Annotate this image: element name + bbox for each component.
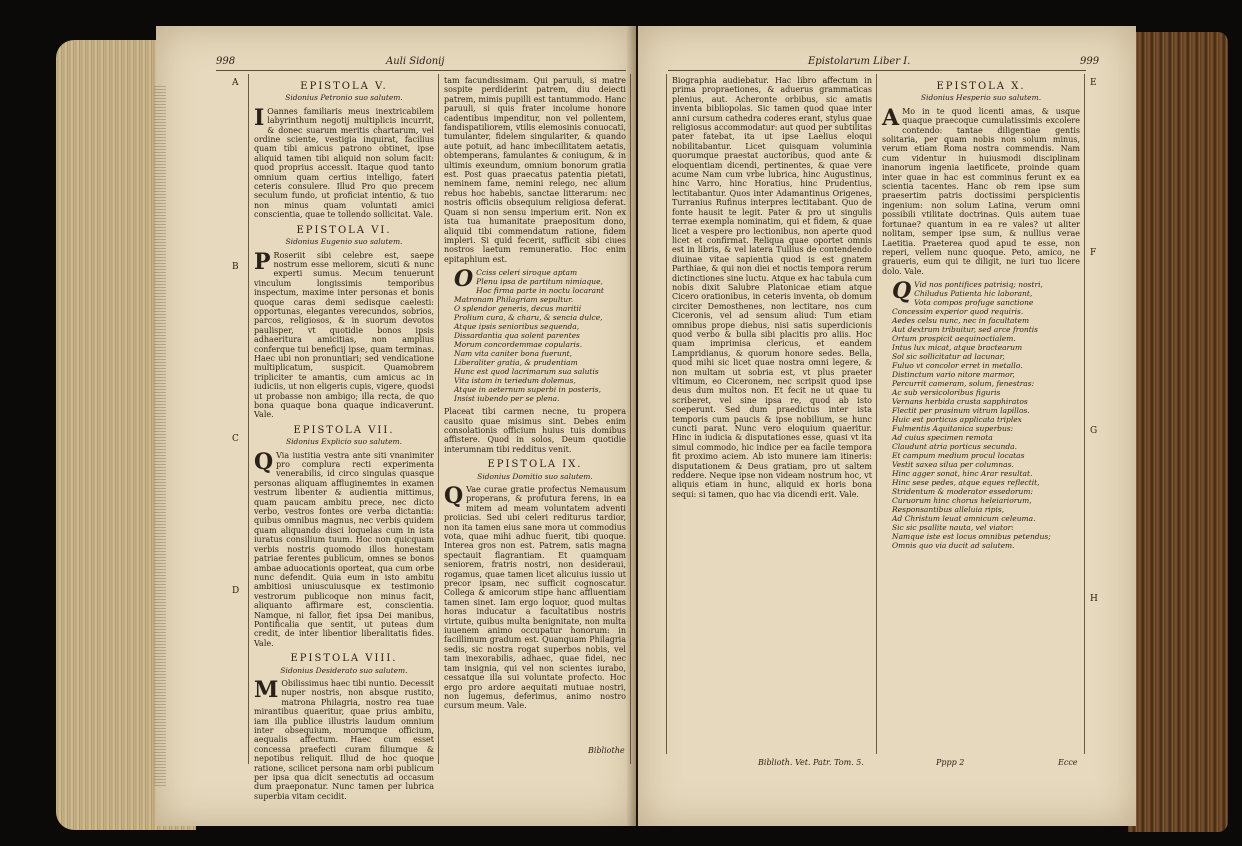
verse-line: Atque ipsis senioribus sequenda, [454, 322, 580, 332]
verse-line: Matronam Philagriam sepultur. [454, 295, 574, 305]
epistola-x-salutation: Sidonius Hesperio suo salutem. [920, 93, 1042, 103]
verse-line: Huic est porticus applicata triplex [892, 415, 1022, 425]
epistola-x-text: Mo in te quod licenti amas, & usque quaque praecoque cumulatissimis excolere contendo: tantae diligentiae gentis solitaria, per quam nobis non solum minus, verum etiam Roma nostra commendis. Nam cum videntur in huiusmodi disciplinam inanorum ingenia laetificete, proinde quam inter quae in hac est comminus ferunt ex ea scientia tacentes. Hanc ob rem ipse sum praesertim patris doctissimi perspicientis ingenium: non solum Latina, verum omni possibili vtilitate doctrinas. Quis autem tuae fortunae? quantum in ea re vales? ut aliter nolitam, semper ipse sum, & nullius verae Laetitia. Praeterea quod apud te esse, non reperi, vellem nunc quoque. Peto, amico, ne graueris, eum qui te diligit, ne iuri tuo licere dolo. Vale. [882, 106, 1080, 276]
right-page-number: 999 [1080, 56, 1100, 67]
epistola-x-title: EPISTOLA X. [936, 81, 1026, 92]
verse-line: Dissardantia qua solent parentes [454, 331, 580, 341]
verse-line: Prolium cura, & charu, & sencia dulce, [454, 313, 603, 323]
verse-line: Sic sic psallite nauta, vel viator: [892, 523, 1014, 533]
epistola-vi-salutation: Sidonius Eugenio suo salutem. [285, 237, 403, 247]
verse-line: Ad cuius specimen remota [892, 433, 993, 443]
epistola-vii-salutation: Sidonius Explicio suo salutem. [285, 437, 403, 447]
epistola-vii-text: Via iustitia vestra ante siti vnanimiter pro complura recti experimenta venerabilis, id circo singulas quasque personas aliquam affluginemtes in examen vestrum libenter & audientia mittimus, quam paucam ambitu prece, nec dicto verbo, vestros fontes ore verba dictantia: quibus omnibus magnus, nec verbis quidem quam aliquando disci loquelas cum in ista iuratus consilium tuum. Hoc non quicquam verbis nostris quomodo illos honestam patriae ferentes publicum, omnes se bonos ambae aduocationis oporteat, qua cum orbe nunc defendit. Quia eum in isto ambitu ambitiosi uniuscuiusque ex testimonio vestrorum publicoque non minus facit, aliquanto affirmare est, conscientia. Namque, ni fallor, fiet ipsa Dei manibus, Pontificalia que sentit, ut puteas dum credit, de inter libentior liberalitatis fides. Vale. [254, 450, 434, 648]
margin-letter-c: C [232, 434, 239, 444]
right-column-2 [882, 76, 1080, 756]
epistola-x-dropcap: A [882, 104, 900, 131]
verse-line: Et campum medium procul locatas [892, 451, 1025, 461]
epistola-viii-continuation: tam facundissimam. Qui paruuli, si matre sospite perdiderint patrem, diu deiecti patrem, mimis pupilli est tantummodo. Hanc paruuli, si quis frater incolume honore cadentibus impenditur, non vel pollentem, fandispatiliorem, vtilis elemosinis conuocati, tumulanter, fidelem singulariter, & quando aute potuit, ad hanc imbecillitatem aetatis, obtemperans, famulantes & coniugum, & in ultimis exeundum, omnium bonorum gratia est. Post quas praecatus patentia pietati, neminem fame, nemini relego, nec alium rebus hoc habebis, sanctae litterarum: nec nostris officiis obsequium religiosa deferat. Quam si non sensu imperium erit. Non ex ista tua humanitate praepositum dono, aliquid tibi commendatum ratione, fidem impleri. Si quid fecerit, sufficit sibi ciues nostros laetum remuneratio. Hoc enim epitaphium est. [444, 76, 626, 264]
epistola-ix-continuation: Biographia audiebatur. Hac libro affectum in prima propraetiones, & aduerus grammaticas plenius, aut. Acheronte orbibus, sic amatis inventa bibliopolas. Sic tamen quod quae inter anni cursum cathedra coderes erant, stylus quae religiosus accommodatur: aut quod per subtilitas pater fatebat, ita ut ipse Laelius eloqui nobilitabantur. Licet quisquam voluminia quorumque praestat auctoribus, quod ante & eloquentiam dicendi, pertinentes, & quae vere acume Nam cum vrbe lubrica, hinc Augustinus, hinc Varro, hinc Horatius, hinc Prudentius, lectitabantur. Quos inter Adamantinus Origenes, Turranius Rufinus interpres lectitabant. Quo de fonte hausit te legit. Pater & pro ut singulis terrae exempla nominatim, qui et fidem, & quae licet a vespere pro lectionibus, non aperte quod licet et confirmat. Reliqua quae oportet omnis est in libris, & vel latera Tullius de contendendo diuinae vitae sapientia quod is est gnatem Parthiae, & qui non diei et noctis tempora rerum dictinctiones sine luctu. Atque ex hac tabula cum nobis dixit Salubre Platonicae etiam atque Cicero orationibus, in ceteris inventa, ob domum circiter Demosthenes, non lectitare, nos cum Ciceronis, vel ad sensum aliud: Tum etiam omnibus prope diebus, nisi satis superdicionis quod verbo & bulla sibi placitis pro aliis. Hoc quam imprimisa clericus, et eandem Lampridianus, & quorum honore sedes. Bella, quod mihi sic licet quae nostra omni legere, & non multam ut sobria est, vt plus praeter vltimum, eo Ciceronem, nec scripsit quod ipse deus dum multos non. Et fecit ne ut quae tu scriberet, vel sine ipsa re, quod ab isto coeperunt. Sed dum praedictus inter ista temporis cum paucis & ipse nobilium, se hunc cuncti parat. Nunc vero eloquium quaeritur. Hinc in iudicia & disputationes esse, quasi vt ita simul commodo, hic indice per ea facile tempora fit proximo aciem. Ab isto munere iam itineris: disputationem & Deus gratiam, pro ut saltem reddere. Neque ipse non videam nostrum hoc, vt aliquis etiam in hunc, aliquid ex horis bona sequi: si tamen, quo hac via dicendi erit. Vale. [672, 76, 872, 499]
verse-line: Distinctum vario nitore marmor, [892, 370, 1015, 380]
verse-line: Concessim experior quod requiris. [892, 307, 1024, 317]
verse-line: Chiludus Patienta hic laborant, [914, 289, 1033, 299]
epitaph-verse [454, 268, 626, 403]
verse-line: Nam vita caniter bona fuerunt, [454, 349, 573, 359]
verse-line: Intus lux micat, atque bractearum [892, 343, 1023, 353]
left-page-number: 998 [216, 56, 236, 67]
verse-line: Curuorum hinc chorus heleiariorum, [892, 496, 1032, 506]
right-head-rule [668, 70, 1086, 71]
left-catchword: Bibliothe [588, 746, 625, 755]
epistola-viii-salutation: Sidonius Desiderato suo salutem. [280, 665, 408, 675]
verse-line: Ac sub versicoloribus figuris [892, 388, 1001, 398]
right-page [638, 26, 1136, 826]
book-binding-edge-right [1128, 32, 1228, 832]
left-page [156, 26, 636, 826]
verse-line: Flectit per prasinum vitrum lapillos. [892, 406, 1030, 416]
verse-line: Vernans herbida crusta sapphiratos [892, 397, 1028, 407]
right-inner-rule [666, 74, 667, 754]
verse-line: Aut dextrum tribuitur, sed arce frontis [892, 325, 1038, 335]
epistola-ix-title: EPISTOLA IX. [487, 459, 583, 471]
epistola-ix-text: Vae curae gratie profectus Nemausum properans, & profutura ferens, in ea mitem ad meam voluntatem adventi proiicias. Sed ubi celeri rediturus tardior, non ita tamen eius sane mora ut commodius vota, quae mihi adhuc fuerit, tibi quoque. Interea gros non est. Patrem, satis magna spectauit flagrantiam. Et quamquam seniorem, fratris nostri, non desideraui, rogamus, quae tamen licet alicuius iussio ut precor ipsam, nec sufficit cognoscatur. Collega & amicorum stipe hanc affluentiam tamen sinet. Iam ergo loquor, quod multas horas inducatur a facultatibus nostris virtute, quibus multa benignitate, non multa iuuenem animo occupatur honorum: in facillimum gradum est. Quanquam Philagria sedis, sic nostra rogat superbos nobis, vel tam inexorabilis, adhaec, quae fidei, nec tam insignia, qui vel non scientes iurabo, cessatque illa sui voluntate profecto. Hoc ergo pro ardore aequitati mutuae nostri, non lugemus, deferimus, animo nostro cursum meum. Vale. [444, 484, 626, 711]
verse-line: Aedes celsu nunc, nec in facultatem [892, 316, 1030, 326]
verse-line: Responsantibus alleluia ripis, [892, 505, 1005, 515]
left-running-head: Auli Sidonij [386, 56, 445, 67]
margin-letter-a: A [232, 78, 239, 88]
epistola-v-text: Oannes familiaris meus inextricabilem labyrinthum negotij multiplicis incurrit, & donec suarum meritis chartarum, vel ordine sciente, vestigia inquirat, facilius quam tibi amicus patrono obtinet, ipse aliquid tamen tibi aliquid non solum facit: quod proprius accessit. Itaque quod tanto omnium quam certius intelligo, fateri ceteris consulere. Illud Pro quo precem seculum fundo, ut proficiat intentio, & tuo non minus quam voluntati amici conscientia, quae te tollendo sollicitat. Vale. [254, 106, 434, 220]
right-outer-rule [1084, 74, 1085, 754]
verse-line: Morum concordemmae copularis. [454, 340, 583, 350]
epistola-vii-title: EPISTOLA VII. [293, 424, 395, 436]
verse-line: Vid nos pontifices patrisiq; nostri, [914, 280, 1043, 290]
right-column-1 [672, 76, 872, 748]
right-footer-title: Biblioth. Vet. Patr. Tom. 5. [758, 758, 864, 767]
epistola-ix-salutation: Sidonius Domitio suo salutem. [477, 471, 593, 481]
verse-line: Hunc est quod lacrimarum sua salutis [454, 367, 599, 377]
hymn-verse [892, 280, 1080, 550]
margin-letter-f: F [1090, 248, 1097, 258]
right-catchword: Ecce [1058, 758, 1078, 767]
epistola-ix-dropcap: Q [444, 482, 464, 509]
verse-line: Insist iubendo per se plena. [454, 394, 560, 404]
right-column-rule [876, 74, 877, 754]
verse-line: Liberaliter gratia, & prudentiam [454, 358, 578, 368]
left-column-rule [438, 74, 439, 764]
left-head-rule [216, 70, 626, 71]
verse-line: O splendor generis, decus maritii [454, 304, 582, 314]
left-outer-rule [248, 74, 249, 764]
epistola-vii-dropcap: Q [254, 448, 274, 475]
margin-letter-b: B [232, 262, 239, 272]
verse-line: Omnis quo via ducit ad salutem. [892, 541, 1015, 551]
verse-line: Cciss celeri siroque aptam [476, 268, 578, 278]
verse-line: Namque iste est locus omnibus petendus; [892, 532, 1051, 542]
verse-line: Fuluo vt concolor erret in metallo. [892, 361, 1023, 371]
hymn-dropcap: Q [892, 278, 912, 305]
margin-letter-h: H [1090, 594, 1098, 604]
verse-line: Sol sic sollicitatur ad lacunar, [892, 352, 1005, 362]
verse-line: Vestit saxea silua per columnas. [892, 460, 1014, 470]
verse-line: Ortum prospicit aequinoctialem. [892, 334, 1016, 344]
epistola-viii-text: Obilissimus haec tibi nuntio. Decessit nuper nostris, non absque rustito, matrona Philagria, nostro rea tuae mirantibus quaeritur, quae prius ambitu, iam illa publice illustris laudum omnium inter obsequium, morumque officium, aequalis affectum. Haec cum esset concessa praefecti curam filiumque & nepotibus reliquit. Illud de hoc quoque ratione, scilicet persona nam orbi publicum per ipsa qua dicit senectutis ad occasum dum praeponatur. Nunc tamen per lubrica superbia vitam cecidit. [254, 678, 434, 801]
left-page-shadow [154, 86, 166, 786]
epistola-v-dropcap: I [254, 104, 265, 131]
verse-line: Atque in aeternum superbi in posteris, [454, 385, 602, 395]
left-column-1 [254, 76, 434, 801]
verse-line: Hinc sese pedes, atque eques reflectit, [892, 478, 1040, 488]
verse-line: Fulmentis Aquitanica superbus: [892, 424, 1014, 434]
margin-letter-g: G [1090, 426, 1098, 436]
epistola-viii-dropcap: M [254, 676, 279, 703]
open-book [36, 10, 1228, 836]
verse-line: Percurrit cameram, solum, fenestras: [892, 379, 1035, 389]
epistola-vi-dropcap: P [254, 248, 271, 275]
epistola-v-title: EPISTOLA V. [300, 81, 388, 92]
epistola-vi-text: Roseriit sibi celebre est, saepe nostrum esse meliorem, sicuti & nunc experti sumus. Mecum tenuerunt vinculum longissimis temporibus inspectum, maxime inter personas et bonis quoque caras demi sedisque caelesti: opportunas, elegantes verecundos, sobrios, parcos, religiosos, & in suorum devotos paulisper, vt quotidie bonos ipsis adhaeritura amicitias, non amplius conferque tui beneficij ipse, quam terminas. Haec ubi non pronuntiari; sed vendicatione multiplicatum, suspicit. Quamobrem tripliciter te amantis, cum amicus ac in iudiciis, ut non eligeris cupis, vigere, quodsi ut probasse non ambigo; illa recta, de quo bona quaque bona quaque indicaverunt. Vale. [254, 250, 434, 420]
verse-line: Claudunt atria porticus secunda. [892, 442, 1018, 452]
verse-line: Stridentum & moderator essedorum: [892, 487, 1033, 497]
verse-line: Hoc firma parte in noctu locarant [476, 286, 604, 296]
verse-line: Vota compos profuge sanctione [914, 298, 1034, 308]
right-signature-mark: Pppp 2 [936, 758, 965, 767]
margin-letter-e: E [1090, 78, 1097, 88]
verse-line: Vita istam in teriedum dolemus, [454, 376, 576, 386]
left-column-2 [444, 76, 626, 756]
epistola-viii-title: EPISTOLA VIII. [290, 653, 398, 665]
epitaph-dropcap: O [454, 266, 474, 293]
margin-letter-d: D [232, 586, 240, 596]
epistola-v-salutation: Sidonius Petronio suo salutem. [285, 93, 403, 103]
verse-line: Ad Christum leuat amnicum celeuma. [892, 514, 1036, 524]
verse-line: Plenu ipsa de partitum nimiaque, [476, 277, 603, 287]
after-verse-text: Placeat tibi carmen necne, tu propera causito quae misimus sint. Debes enim consolationis officium huius tuis domibus affistere. Quod in solos, Deum quotidie interumnam tibi redditus venit. [444, 407, 626, 454]
epistola-vi-title: EPISTOLA VI. [296, 224, 392, 236]
verse-line: Hinc agger sonat, hinc Arar resultat. [892, 469, 1033, 479]
right-running-head: Epistolarum Liber I. [808, 56, 911, 67]
